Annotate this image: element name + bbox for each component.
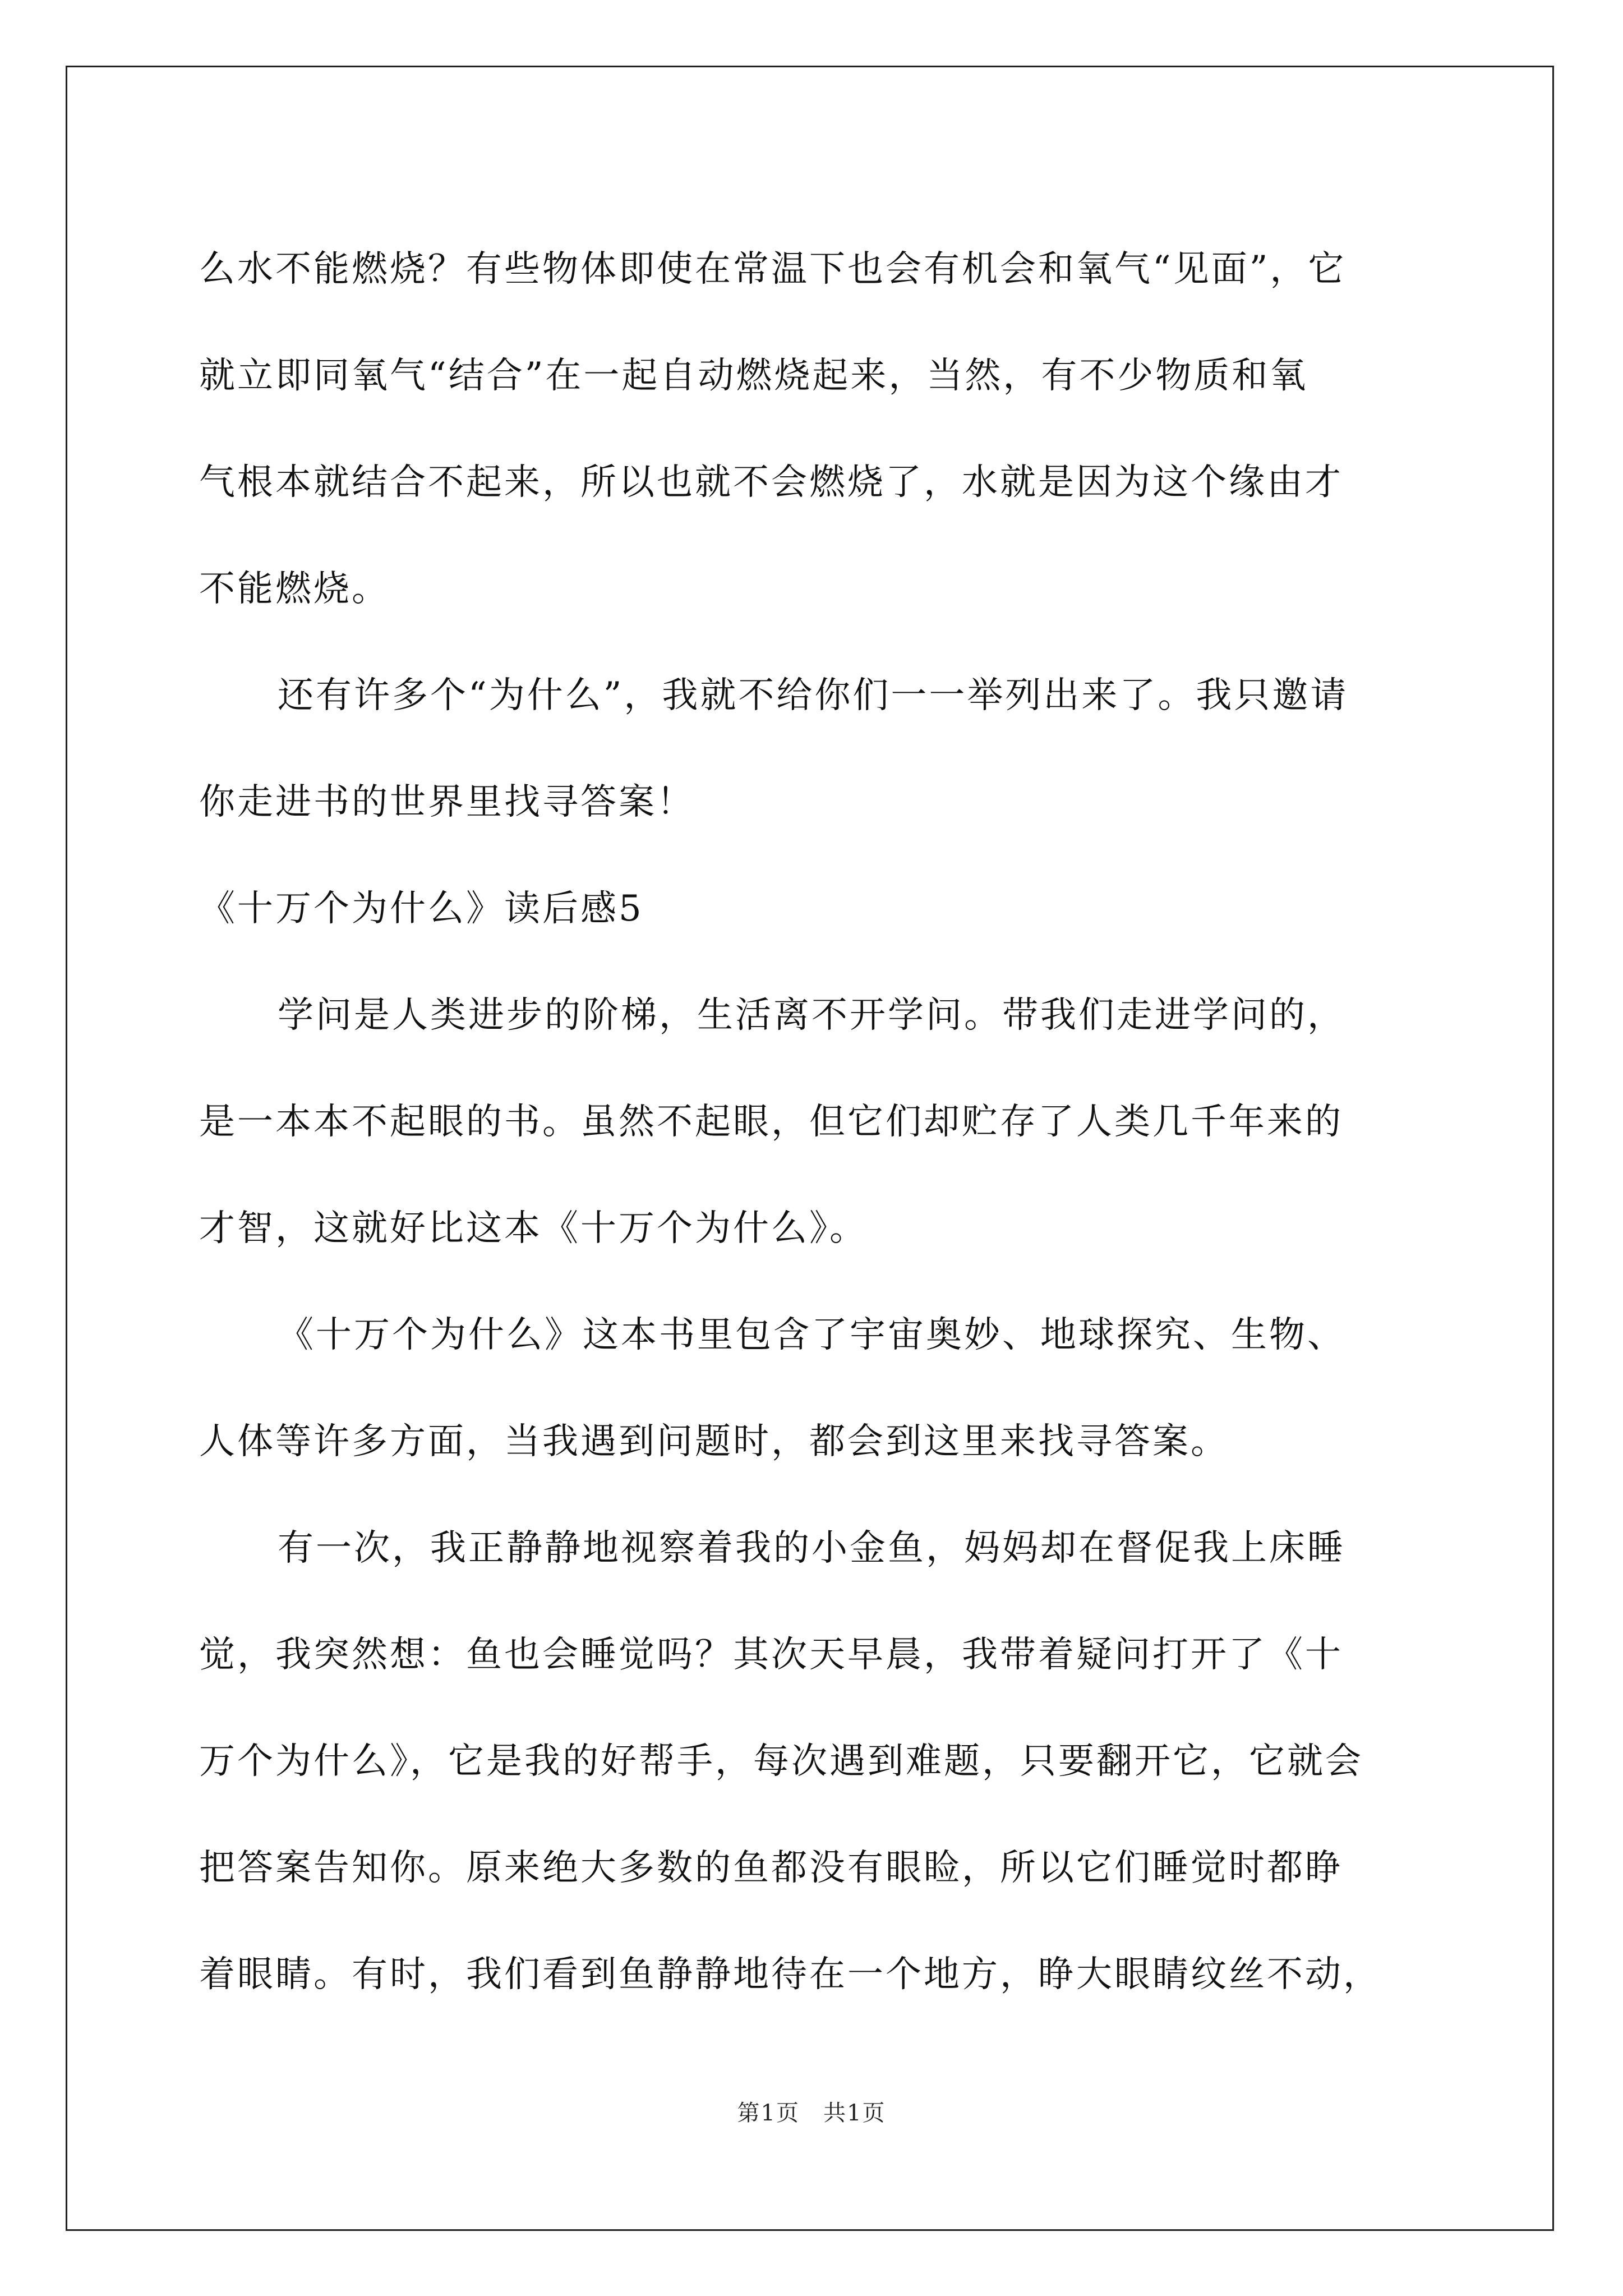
text-line: 还有许多个“为什么”，我就不给你们一一举列出来了。我只邀请 — [278, 675, 1349, 716]
text-line: 学问是人类进步的阶梯，生活离不开学问。带我们走进学问的， — [278, 995, 1345, 1036]
text-line: 就立即同氧气“结合”在一起自动燃烧起来，当然，有不少物质和氧 — [199, 355, 1308, 397]
text-line: 是一本本不起眼的书。虽然不起眼，但它们却贮存了人类几千年来的 — [199, 1101, 1343, 1143]
text-line: 《十万个为什么》这本书里包含了宇宙奥妙、地球探究、生物、 — [278, 1314, 1345, 1356]
page-footer: 第1页 共1页 — [737, 2100, 886, 2126]
text-line: 人体等许多方面，当我遇到问题时，都会到这里来找寻答案。 — [199, 1421, 1229, 1462]
text-line: 么水不能燃烧？有些物体即使在常温下也会有机会和氧气“见面”，它 — [199, 249, 1347, 290]
text-line: 才智，这就好比这本《十万个为什么》。 — [199, 1208, 868, 1249]
text-line: 气根本就结合不起来，所以也就不会燃烧了，水就是因为这个缘由才 — [199, 462, 1343, 503]
document-body — [199, 216, 1438, 2028]
text-line: 着眼睛。有时，我们看到鱼静静地待在一个地方，睁大眼睛纹丝不动， — [199, 1954, 1381, 1995]
text-line: 觉，我突然想：鱼也会睡觉吗？其次天早晨，我带着疑问打开了《十 — [199, 1634, 1343, 1676]
text-line: 把答案告知你。原来绝大多数的鱼都没有眼睑，所以它们睡觉时都睁 — [199, 1847, 1343, 1889]
text-line: 不能燃烧。 — [199, 568, 390, 610]
text-line: 有一次，我正静静地视察着我的小金鱼，妈妈却在督促我上床睡 — [278, 1527, 1345, 1569]
text-line: 万个为什么》，它是我的好帮手，每次遇到难题，只要翻开它，它就会 — [199, 1741, 1363, 1782]
section-heading: 《十万个为什么》读后感5 — [199, 888, 644, 930]
text-line: 你走进书的世界里找寻答案！ — [199, 781, 695, 823]
